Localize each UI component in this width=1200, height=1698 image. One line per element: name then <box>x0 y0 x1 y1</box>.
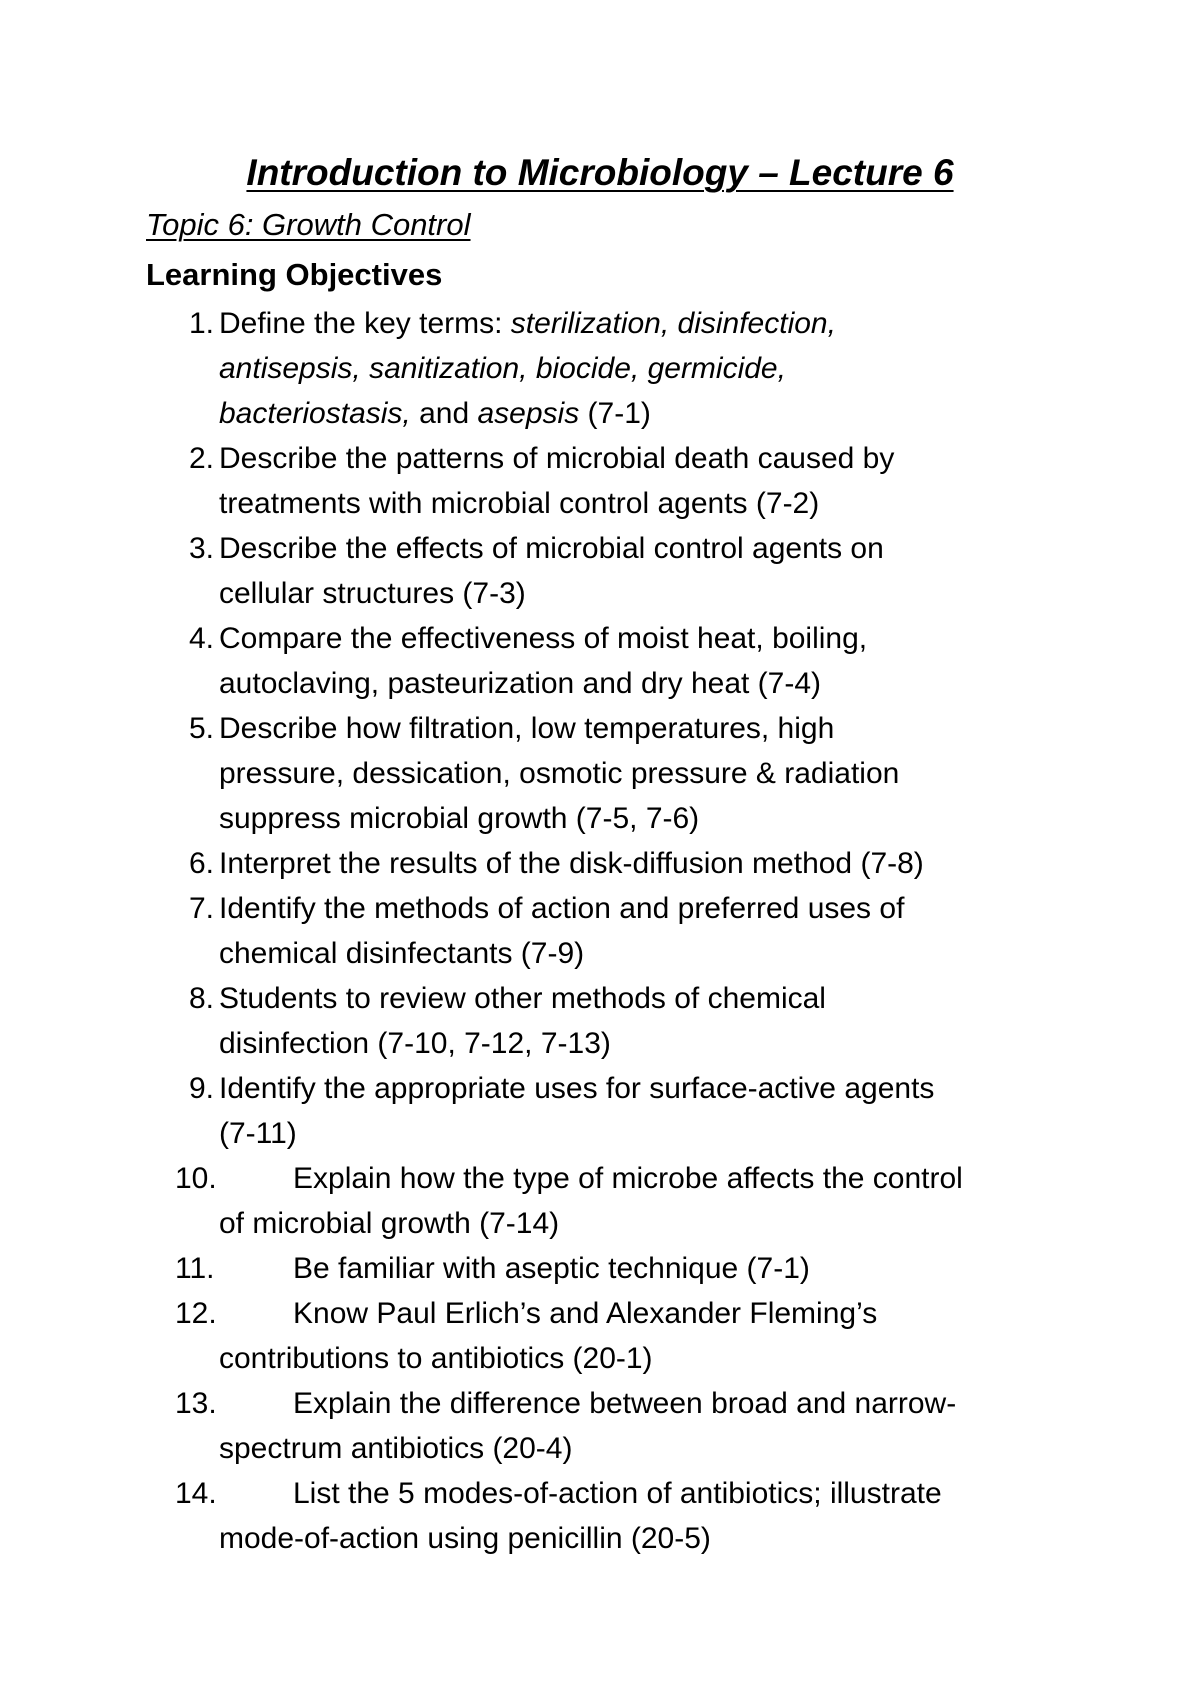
objective-text: (7-11) <box>219 1117 297 1150</box>
objective-text: cellular structures (7-3) <box>219 577 526 610</box>
objective-item <box>0 976 1200 1066</box>
objective-text: Students to review other methods of chemical <box>219 982 826 1015</box>
objective-number: 14. <box>175 1477 217 1510</box>
objective-text: chemical disinfectants (7-9) <box>219 937 585 970</box>
objective-item <box>0 1291 1200 1381</box>
objective-item <box>0 616 1200 706</box>
objective-item <box>0 436 1200 526</box>
objective-text: spectrum antibiotics (20-4) <box>219 1432 573 1465</box>
objective-number: 6. <box>188 847 214 880</box>
objective-number: 9. <box>188 1072 214 1105</box>
objective-text: antisepsis, sanitization, biocide, germicide, <box>219 352 786 385</box>
objective-number: 4. <box>188 622 214 655</box>
objective-text: Define the key terms: sterilization, disinfection, <box>219 307 836 340</box>
objective-number: 11. <box>175 1252 215 1285</box>
objective-text: disinfection (7-10, 7-12, 7-13) <box>219 1027 611 1060</box>
objective-item <box>0 1246 1200 1291</box>
objective-text: Describe the patterns of microbial death caused by <box>219 442 895 475</box>
objective-text: autoclaving, pasteurization and dry heat (7-4) <box>219 667 822 700</box>
objective-number: 10. <box>175 1162 217 1195</box>
objective-text: Interpret the results of the disk-diffusion method (7-8) <box>219 847 924 880</box>
objective-text: Identify the methods of action and preferred uses of <box>219 892 905 925</box>
objective-item <box>0 841 1200 886</box>
objective-text: Explain the difference between broad and narrow- <box>293 1387 957 1420</box>
objective-text: suppress microbial growth (7-5, 7-6) <box>219 802 700 835</box>
objective-text: Describe the effects of microbial control agents on <box>219 532 884 565</box>
objective-number: 3. <box>188 532 214 565</box>
objective-item <box>0 1381 1200 1471</box>
objective-item <box>0 706 1200 841</box>
objective-item <box>0 1156 1200 1246</box>
objective-text: Know Paul Erlich’s and Alexander Fleming’s <box>293 1297 878 1330</box>
objective-text: treatments with microbial control agents (7-2) <box>219 487 820 520</box>
objective-text: Be familiar with aseptic technique (7-1) <box>293 1252 810 1285</box>
objective-text: contributions to antibiotics (20-1) <box>219 1342 653 1375</box>
objective-item <box>0 526 1200 616</box>
objectives-heading: Learning Objectives <box>146 257 443 292</box>
objective-text: mode-of-action using penicillin (20-5) <box>219 1522 711 1555</box>
objective-number: 5. <box>188 712 214 745</box>
objective-text: pressure, dessication, osmotic pressure & radiation <box>219 757 900 790</box>
objective-text: bacteriostasis, and asepsis (7-1) <box>219 397 651 430</box>
objective-number: 2. <box>188 442 214 475</box>
objective-number: 8. <box>188 982 214 1015</box>
objective-text: Compare the effectiveness of moist heat, boiling, <box>219 622 868 655</box>
objective-item <box>0 886 1200 976</box>
topic-heading: Topic 6: Growth Control <box>146 207 471 242</box>
objective-text: Describe how filtration, low temperatures, high <box>219 712 835 745</box>
objective-number: 1. <box>188 307 214 340</box>
objective-text: List the 5 modes-of-action of antibiotics; illustrate <box>293 1477 942 1510</box>
objective-text: of microbial growth (7-14) <box>219 1207 560 1240</box>
objective-text: Identify the appropriate uses for surface-active agents <box>219 1072 935 1105</box>
objective-number: 7. <box>188 892 214 925</box>
objective-item <box>0 1066 1200 1156</box>
document-title: Introduction to Microbiology – Lecture 6 <box>246 152 954 193</box>
objective-text: Explain how the type of microbe affects the control <box>293 1162 963 1195</box>
objective-number: 12. <box>175 1297 217 1330</box>
objective-number: 13. <box>175 1387 217 1420</box>
objective-item <box>0 1471 1200 1561</box>
objective-item <box>0 301 1200 436</box>
